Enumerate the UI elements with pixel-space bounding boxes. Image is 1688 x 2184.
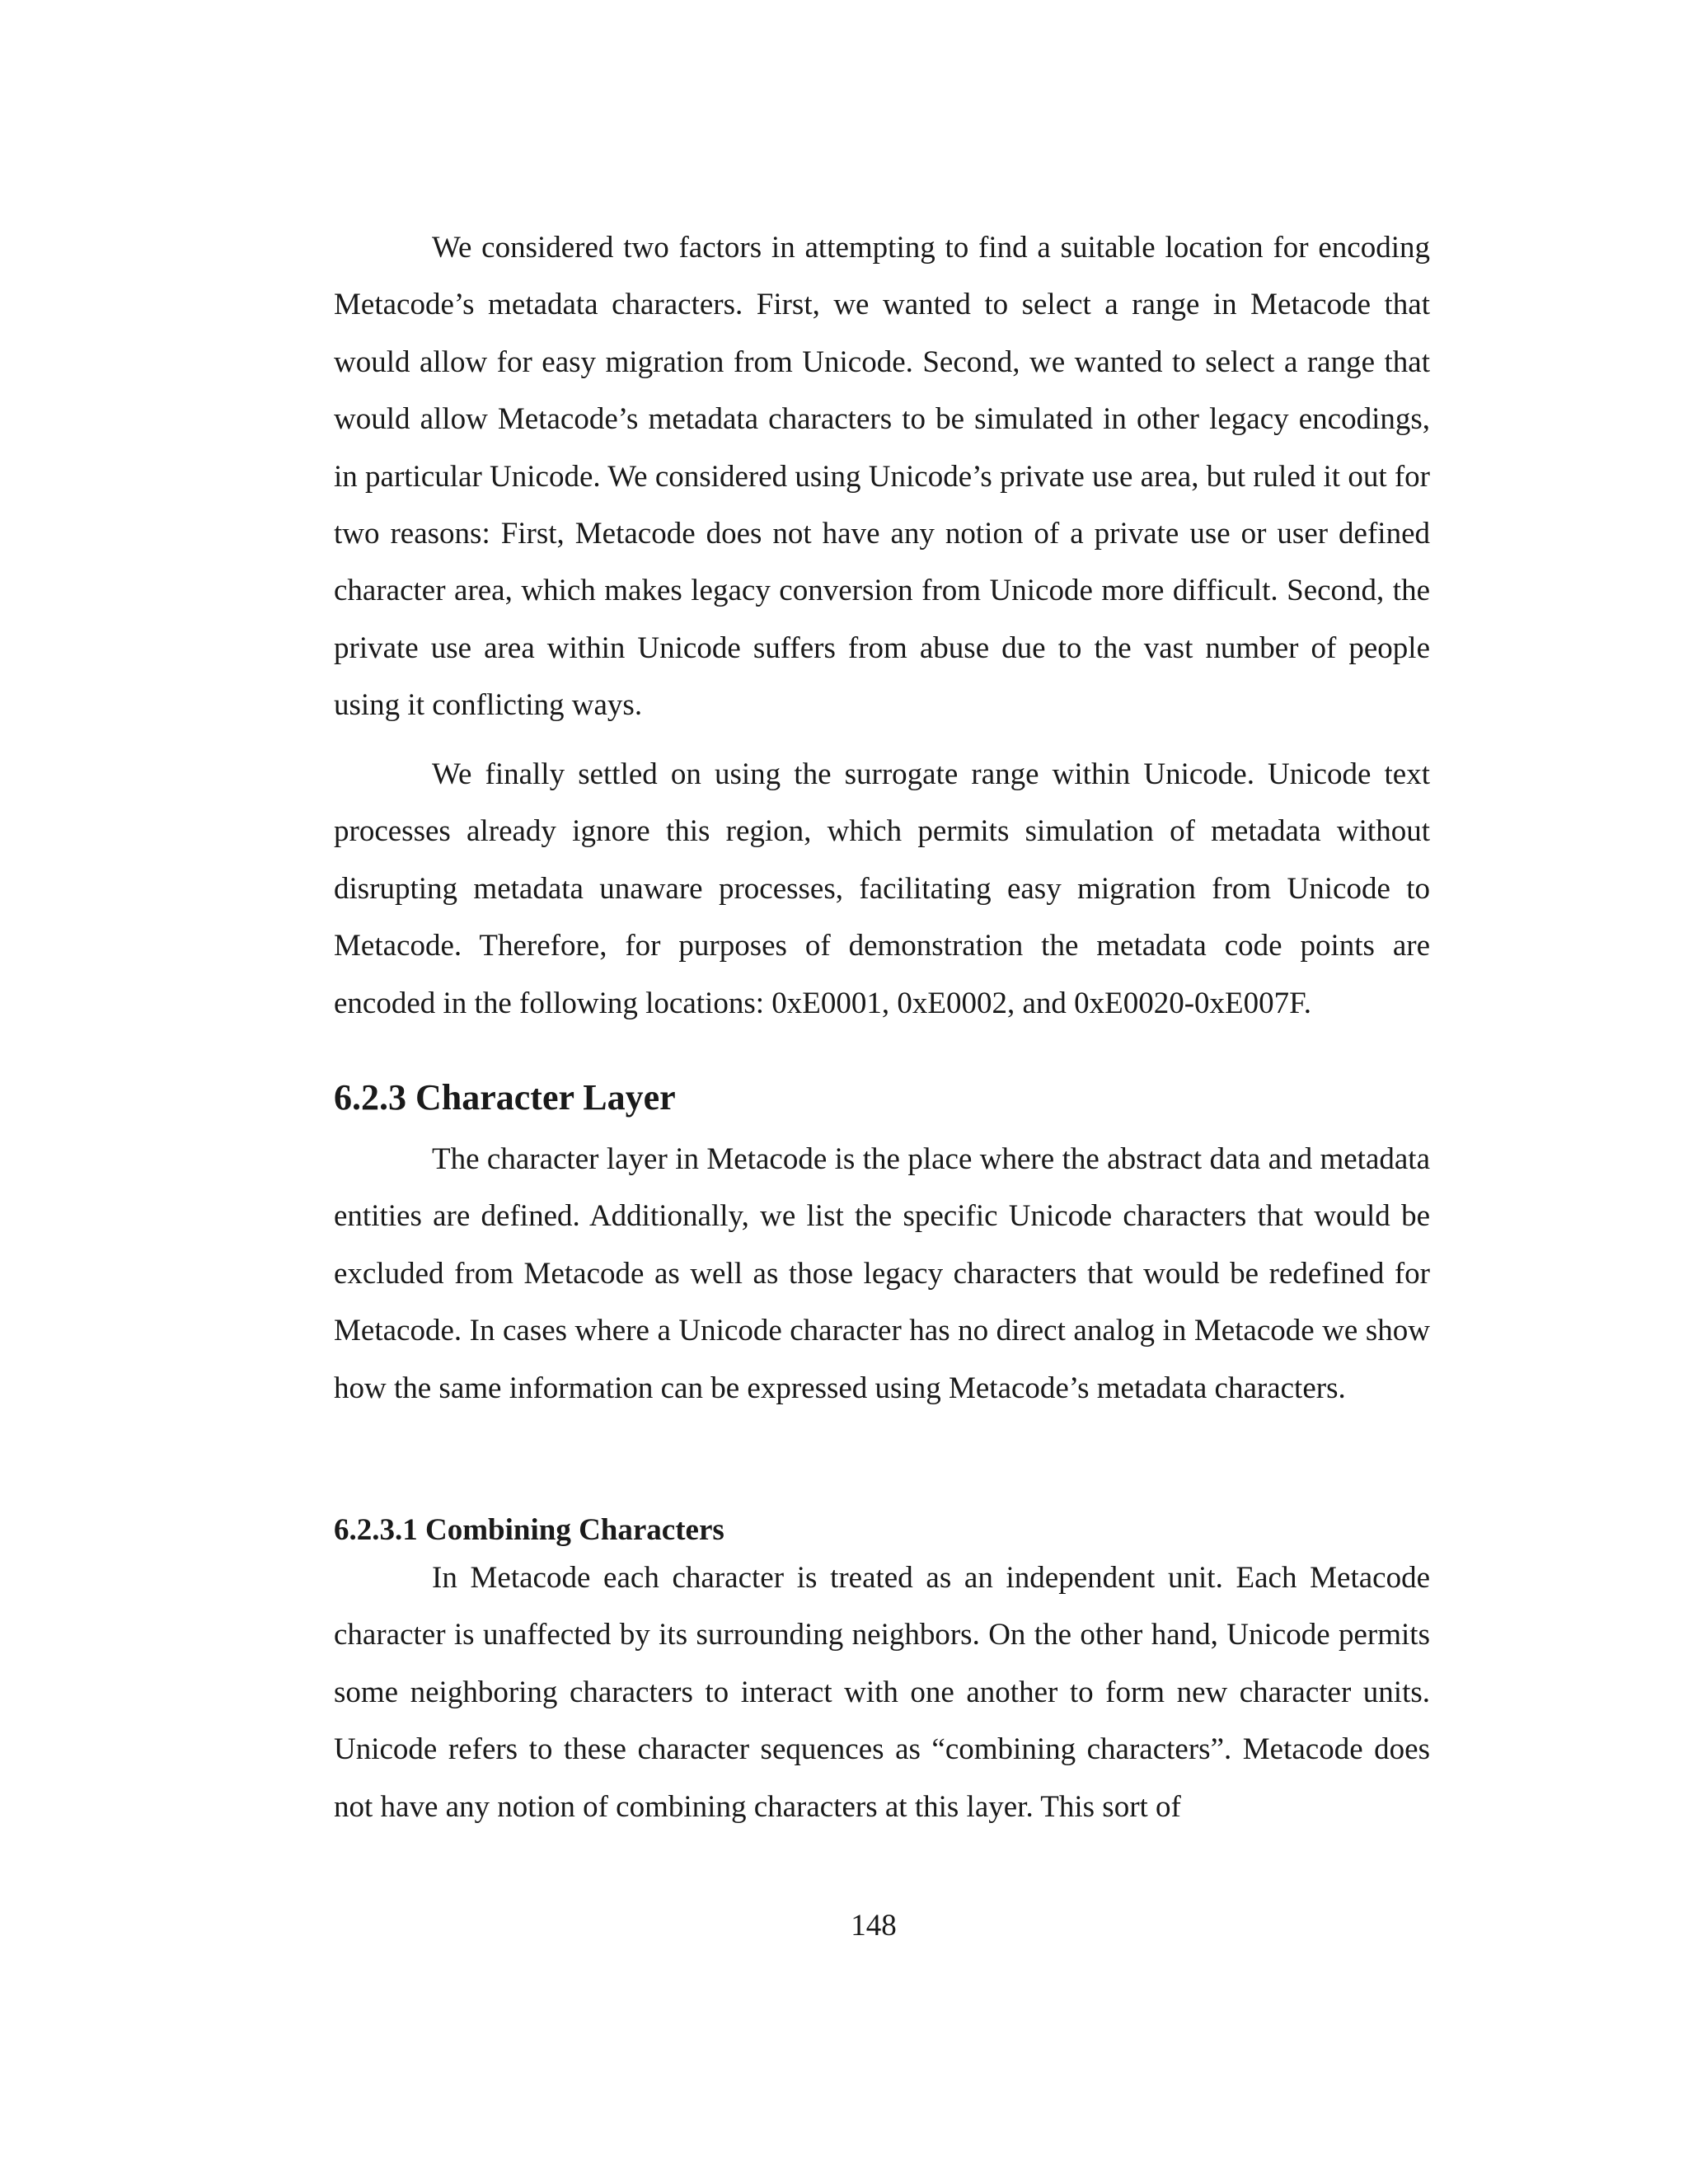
paragraph-combining-characters: In Metacode each character is treated as an independent unit. Each Metacode character is unaffected by its surrounding neighbors. On the other hand, Unicode permits some neighboring characters to interact with one another to form new character units. Unicode refers to these character sequences as “combining characters”. Metacode does not have any notion of combining characters at this layer. This sort of xyxy=(334,1561,1430,1824)
paragraph-character-layer: The character layer in Metacode is the place where the abstract data and metadata entities are defined. Additionally, we list the specific Unicode characters that would be excluded from Metacode as well as those legacy characters that would be redefined for Metacode. In cases where a Unicode character has no direct analog in Metacode we show how the same information can be expressed using Metacode’s metadata characters. xyxy=(334,1142,1430,1405)
paragraph-metadata-location: We considered two factors in attempting to find a suitable location for encoding Metacode’s metadata characters. First, we wanted to select a range in Metacode that would allow for easy migration from Unicode. Second, we wanted to select a range that would allow Metacode’s metadata characters to be simulated in other legacy encodings, in particular Unicode. We considered using Unicode’s private use area, but ruled it out for two reasons: First, Metacode does not have any notion of a private use or user defined character area, which makes legacy conversion from Unicode more difficult. Second, the private use area within Unicode suffers from abuse due to the vast number of people using it conflicting ways. xyxy=(334,231,1430,723)
page-number: 148 xyxy=(851,1909,897,1943)
subsection-heading-combining-characters: 6.2.3.1 Combining Characters xyxy=(334,1513,724,1547)
section-heading-character-layer: 6.2.3 Character Layer xyxy=(334,1077,676,1118)
paragraph-surrogate-range: We finally settled on using the surrogate range within Unicode. Unicode text processes already ignore this region, which permits simulation of metadata without disrupting metadata unaware processes, facilitating easy migration from Unicode to Metacode. Therefore, for purposes of demonstration the metadata code points are encoded in the following locations: 0xE0001, 0xE0002, and 0xE0020-0xE007F. xyxy=(334,757,1430,1020)
